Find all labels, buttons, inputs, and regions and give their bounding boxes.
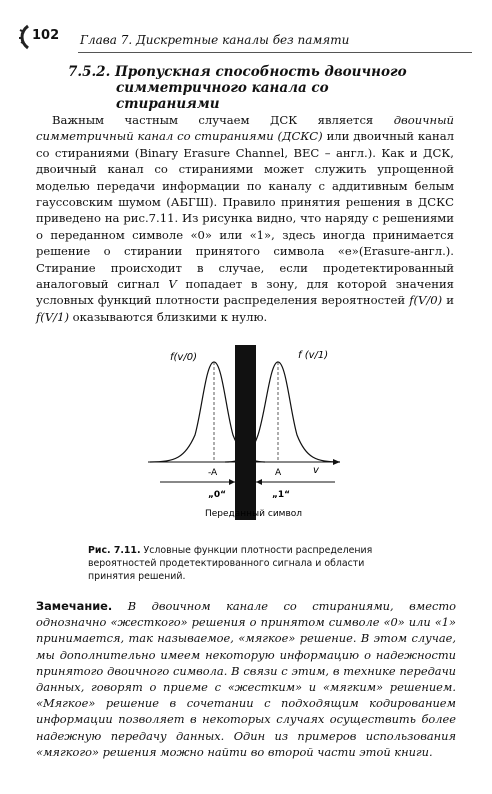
- page-number-badge: [18, 22, 62, 54]
- erasure-zone: [235, 345, 256, 520]
- para-f0: f(V/0): [409, 293, 443, 308]
- label-f0: f(v/0): [170, 352, 197, 363]
- para-and: и: [442, 293, 454, 308]
- section-title-line2: симметричного канала со стираниями: [116, 80, 329, 112]
- label-f1: f (v/1): [298, 350, 329, 361]
- page-header: [18, 22, 478, 58]
- para-text-2: или двоичный канал со стираниями (Binary Erasure Channel, BEC – англ.). Как и ДСК, двоичный канал со стираниями может служить упрощенной моделью передачи информации по каналу с аддитивным белым гауссовским шумом (АБГШ). Правило принятия решения в ДСКС приведено на рис.7.11. Из рисунка видно, что наряду с решениями о переданном символе «0» или «1», здесь иногда принимается решение о стирании принятого символа «е»(Erasure-англ.). Стирание происходит в случае, если продетектированный аналоговый сигнал: [36, 129, 455, 292]
- para-term: двоичный симметричный канал со стираниями (ДСКС): [36, 113, 454, 144]
- figure-7-11: [130, 340, 360, 530]
- remark-paragraph: [36, 598, 456, 760]
- para-var-v: V: [168, 277, 177, 292]
- para-end: оказываются близкими к нулю.: [69, 309, 268, 324]
- remark-lead: Замечание.: [36, 599, 113, 613]
- tick-pos-a: A: [275, 468, 282, 478]
- header-rule: [78, 52, 472, 53]
- remark-text: В двоичном канале со стираниями, вместо однозначно «жесткого» решения о принятом символе «0» или «1» принимается, так называемое, «мягкое» решение. В этом случае, мы дополнительно имеем некоторую информацию о надежности принятого двоичного символа. В связи с этим, в технике передачи данных, говорят о приеме с «жестким» и «мягким» решением. «Мягкое» решение в сочетании с подходящим кодированием информации позволяет в некоторых случаях осуществить более надежную передачу данных. Один из примеров использования «мягкого» решения можно найти во второй части этой книги.: [36, 599, 456, 759]
- zone1-label: „1“: [272, 490, 291, 500]
- v-axis-arrow: [333, 459, 340, 465]
- section-title-line1: 7.5.2. Пропускная способность двоичного: [68, 64, 407, 80]
- caption-label: Рис. 7.11.: [88, 545, 141, 556]
- figure-caption: [88, 544, 410, 583]
- zone0-label: „0“: [208, 490, 227, 500]
- para-text-3: попадает в зону, для которой значения условных функций плотности распределения вероятностей: [36, 277, 454, 308]
- section-title: [68, 64, 428, 112]
- running-title: Глава 7. Дискретные каналы без памяти: [80, 33, 350, 47]
- density-diagram: [130, 340, 360, 530]
- page-number: 102: [32, 28, 60, 43]
- para-f1: f(V/1): [36, 309, 69, 324]
- axis-var: v: [313, 465, 319, 476]
- caption-text: Условные функции плотности распределения вероятностей продетектированного сигнала и области принятия решений.: [88, 545, 373, 582]
- tick-neg-a: -A: [208, 468, 218, 478]
- body-paragraph: [36, 112, 454, 325]
- x-label: Переданный символ: [205, 509, 303, 519]
- para-text-1: Важным частным случаем ДСК является: [52, 113, 394, 127]
